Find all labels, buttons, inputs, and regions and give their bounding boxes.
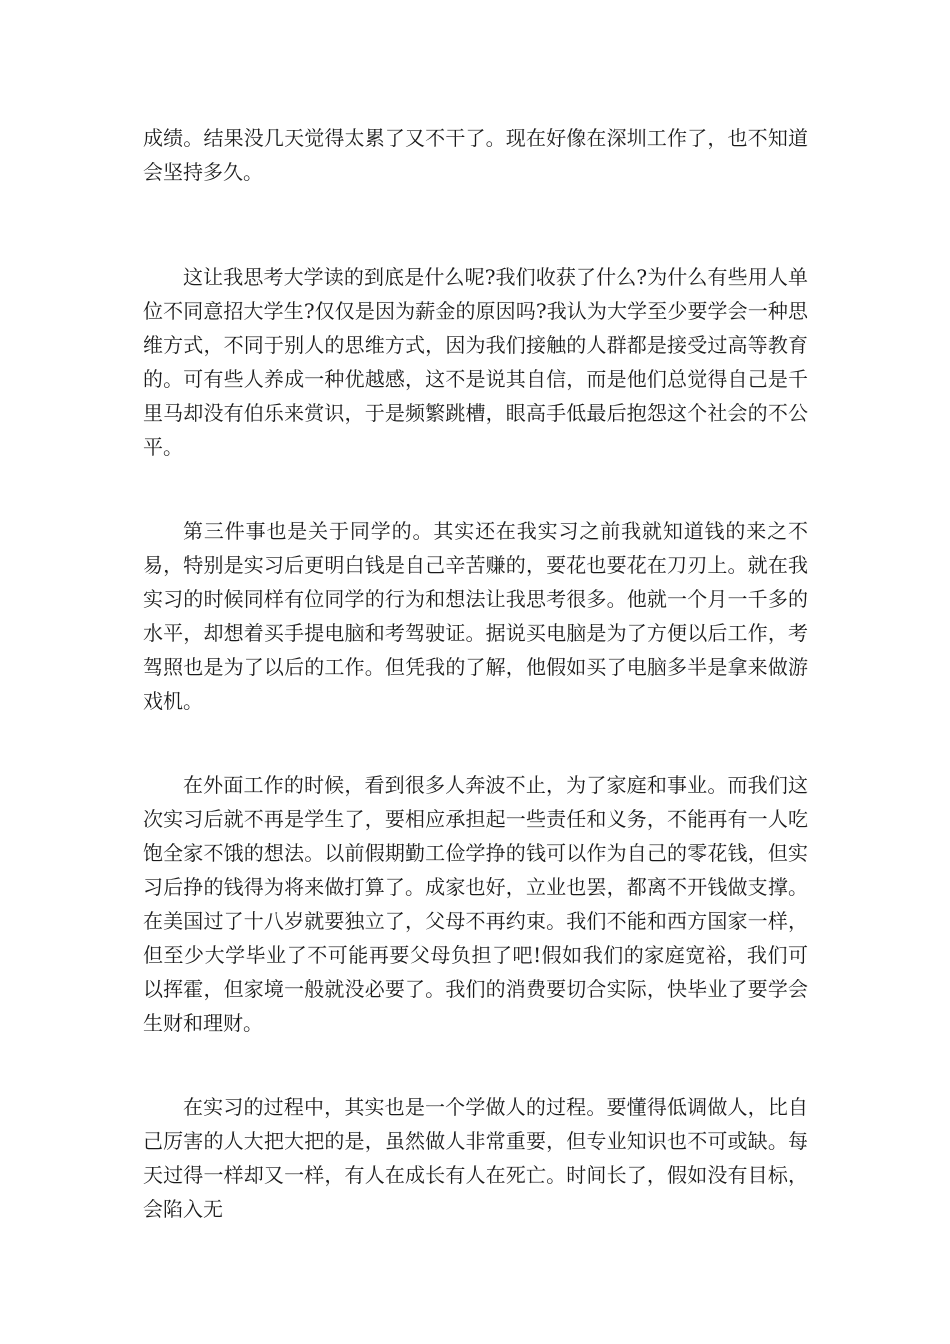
paragraph-third-matter: 第三件事也是关于同学的。其实还在我实习之前我就知道钱的来之不易，特别是实习后更明白钱是自己辛苦赚的，要花也要花在刀刃上。就在我实习的时候同样有位同学的行为和想法让我思考很多。他就一个月一千多的水平，却想着买手提电脑和考驾驶证。据说买电脑是为了方便以后工作，考驾照也是为了以后的工作。但凭我的了解，他假如买了电脑多半是拿来做游戏机。 [143, 519, 808, 713]
paragraph-learning-to-be-human: 在实习的过程中，其实也是一个学做人的过程。要懂得低调做人，比自己厉害的人大把大把的是，虽然做人非常重要，但专业知识也不可或缺。每天过得一样却又一样，有人在成长有人在死亡。时间长了，假如没有目标，会陷入无 [143, 1095, 808, 1221]
paragraph-continued: 成绩。结果没几天觉得太累了又不干了。现在好像在深圳工作了，也不知道会坚持多久。 [143, 126, 808, 184]
paragraph-working-outside: 在外面工作的时候，看到很多人奔波不止，为了家庭和事业。而我们这次实习后就不再是学生了，要相应承担起一些责任和义务，不能再有一人吃饱全家不饿的想法。以前假期勤工俭学挣的钱可以作为自己的零花钱，但实习后挣的钱得为将来做打算了。成家也好，立业也罢，都离不开钱做支撑。在美国过了十八岁就要独立了，父母不再约束。我们不能和西方国家一样，但至少大学毕业了不可能再要父母负担了吧!假如我们的家庭宽裕，我们可以挥霍，但家境一般就没必要了。我们的消费要切合实际，快毕业了要学会生财和理财。 [143, 773, 808, 1035]
paragraph-university-reflection: 这让我思考大学读的到底是什么呢?我们收获了什么?为什么有些用人单位不同意招大学生?仅仅是因为薪金的原因吗?我认为大学至少要学会一种思维方式，不同于别人的思维方式，因为我们接触的人群都是接受过高等教育的。可有些人养成一种优越感，这不是说其自信，而是他们总觉得自己是千里马却没有伯乐来赏识，于是频繁跳槽，眼高手低最后抱怨这个社会的不公平。 [143, 265, 808, 459]
